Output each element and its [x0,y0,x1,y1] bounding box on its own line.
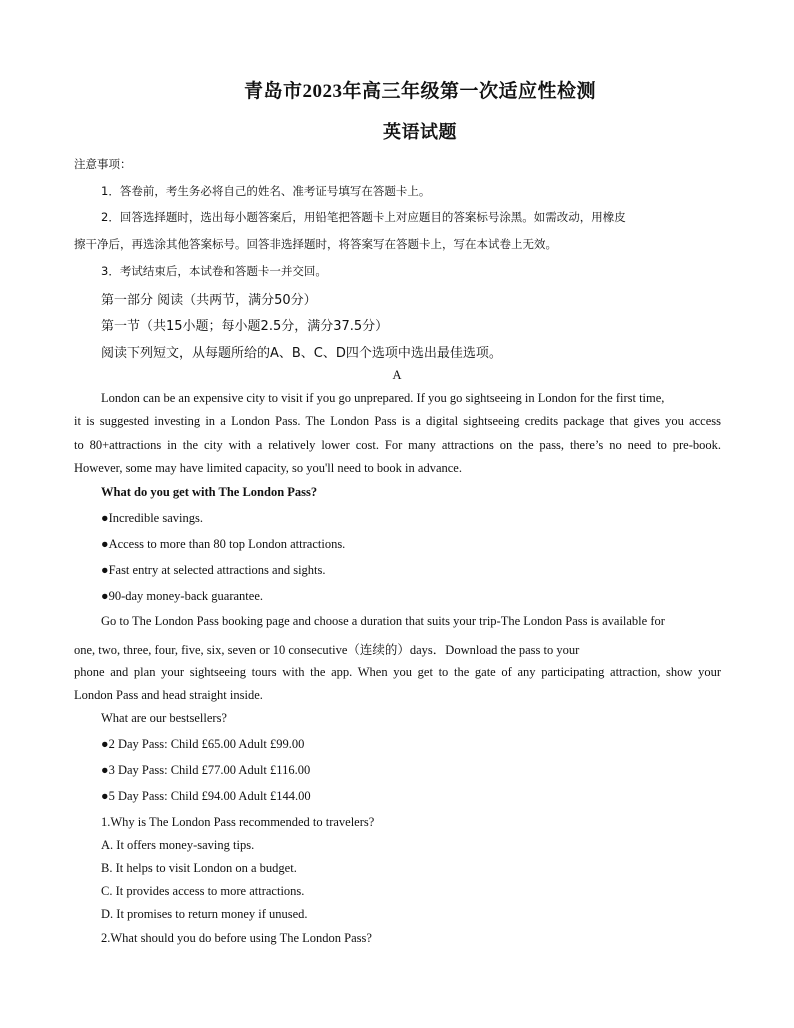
passage-p2-line-1: Go to The London Pass booking page and choose a duration that suits your trip-The London Pass is available for [101,614,665,628]
bestsellers-heading: What are our bestsellers? [101,711,227,725]
notice-item-1: 1．答卷前，考生务必将自己的姓名、准考证号填写在答题卡上。 [101,184,431,198]
exam-title: 青岛市2023年高三年级第一次适应性检测 [243,81,596,102]
passage-p2-line-4: London Pass and head straight inside. [74,688,263,702]
notice-item-2-line-2: 擦干净后，再选涂其他答案标号。回答非选择题时，将答案写在答题卡上，写在本试卷上无效。 [74,237,557,251]
bestseller-item: ● 3 Day Pass: Child £77.00 Adult £116.00 [101,763,310,778]
bestseller-item: ● 5 Day Pass: Child £94.00 Adult £144.00 [101,789,311,804]
passage-p2-line-3: phone and plan your sightseeing tours with the app. When you get to the gate of any participating attraction, show your [74,665,721,679]
question-2: 2.What should you do before using The London Pass? [101,931,372,945]
subsection-heading: 第一节（共15小题；每小题2.5分，满分37.5分） [101,319,389,334]
passage-p2-line-2: one, two, three, four, five, six, seven or 10 consecutive（连续的）days．Download the pass to your [74,643,580,657]
benefit-item: ● Fast entry at selected attractions and sights. [101,563,326,578]
bestseller-item: ● 2 Day Pass: Child £65.00 Adult £99.00 [101,737,304,752]
benefit-item: ● 90-day money-back guarantee. [101,589,263,604]
notice-heading: 注意事项： [74,157,132,171]
passage-label: A [392,368,402,382]
exam-subtitle: 英语试题 [383,122,457,142]
part-heading: 第一部分 阅读（共两节，满分50分） [101,293,317,308]
benefits-heading: What do you get with The London Pass? [101,485,318,499]
passage-p1-line-1: London can be an expensive city to visit if you go unprepared. If you go sightseeing in London for the first time, [101,391,665,405]
reading-instruction: 阅读下列短文，从每题所给的A、B、C、D四个选项中选出最佳选项。 [101,346,502,361]
passage-p1-line-3: to 80+attractions in the city with a relatively lower cost. For many attractions on the pass, there’s no need to pre-book. [74,438,721,452]
passage-p1-line-2: it is suggested investing in a London Pass. The London Pass is a digital sightseeing credits package that gives you access [74,414,721,428]
benefit-item: ● Incredible savings. [101,511,203,526]
q1-option-b: B. It helps to visit London on a budget. [101,861,297,875]
notice-item-3: 3．考试结束后，本试卷和答题卡一并交回。 [101,264,327,278]
benefit-item: ● Access to more than 80 top London attractions. [101,537,345,552]
passage-p1-line-4: However, some may have limited capacity, so you'll need to book in advance. [74,461,462,475]
question-1: 1.Why is The London Pass recommended to travelers? [101,815,375,829]
q1-option-a: A. It offers money-saving tips. [101,838,255,852]
q1-option-c: C. It provides access to more attractions. [101,884,305,898]
q1-option-d: D. It promises to return money if unused. [101,907,308,921]
notice-item-2-line-1: 2．回答选择题时，选出每小题答案后，用铅笔把答题卡上对应题目的答案标号涂黑。如需改动，用橡皮 [101,210,626,224]
